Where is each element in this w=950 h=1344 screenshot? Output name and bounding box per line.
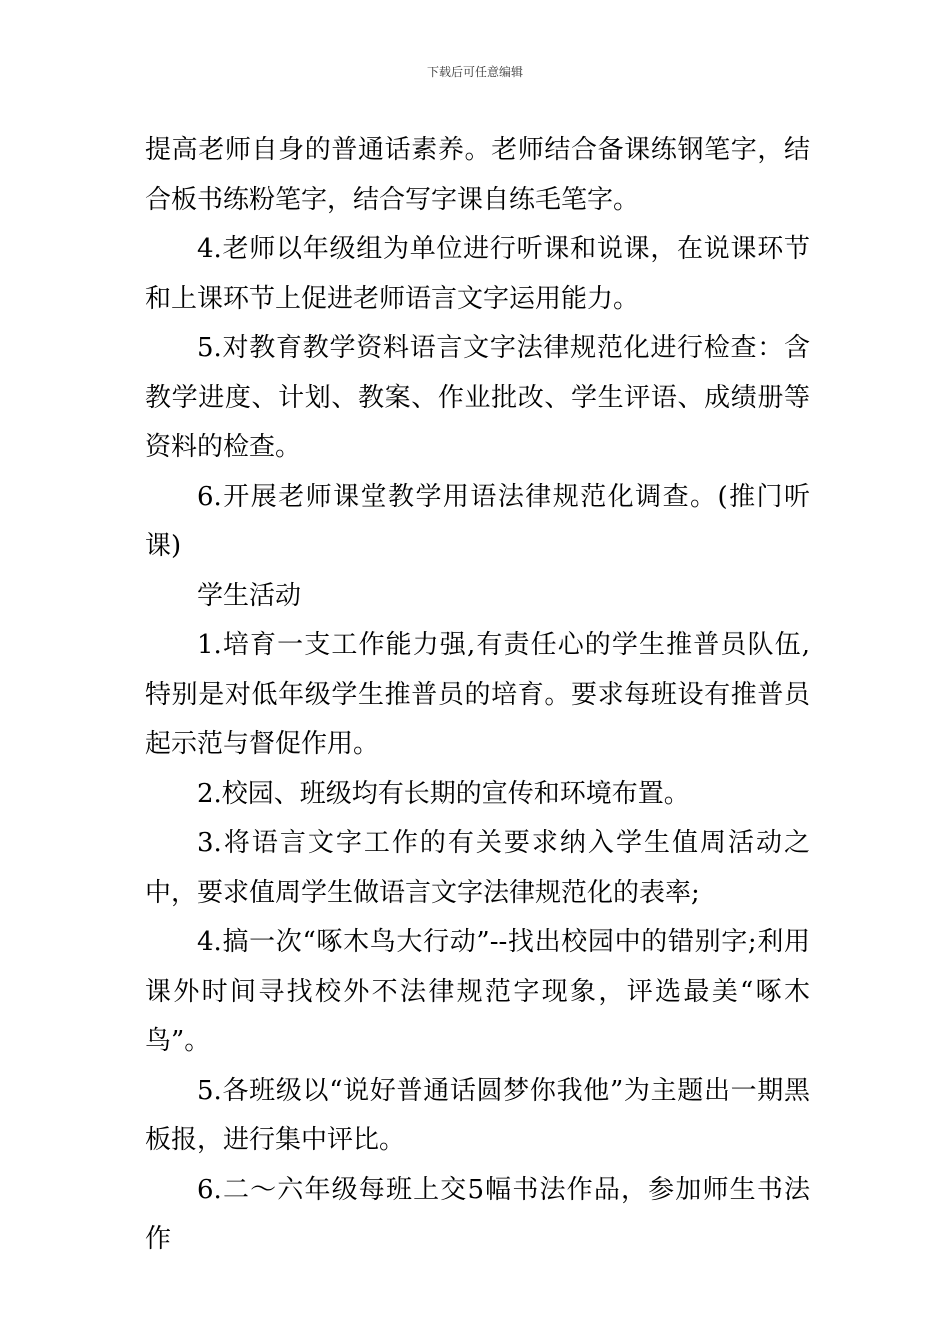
document-body [145,126,810,1265]
paragraph-7: 2.校园、班级均有长期的宣传和环境布置。 [197,778,690,809]
paragraph-1: 提高老师自身的普通话素养。老师结合备课练钢笔字，结合板书练粉笔字，结合写字课自练毛笔字。 [145,135,810,215]
paragraph-3: 5.对教育教学资料语言文字法律规范化进行检查：含教学进度、计划、教案、作业批改、学生评语、成绩册等资料的检查。 [145,333,810,462]
section-heading-student-activities: 学生活动 [197,580,302,611]
paragraph-4: 6.开展老师课堂教学用语法律规范化调查。(推门听课) [145,481,810,561]
paragraph-6: 1.培育一支工作能力强,有责任心的学生推普员队伍,特别是对低年级学生推普员的培育。要求每班设有推普员起示范与督促作用。 [145,630,810,759]
paragraph-2: 4.老师以年级组为单位进行听课和说课，在说课环节和上课环节上促进老师语言文字运用能力。 [145,234,810,314]
page-header: 下载后可任意编辑 [426,65,523,79]
paragraph-9: 4.搞一次“啄木鸟大行动”--找出校园中的错别字;利用课外时间寻找校外不法律规范字现象，评选最美“啄木鸟”。 [145,927,810,1056]
paragraph-11: 6.二～六年级每班上交5幅书法作品，参加师生书法作 [145,1174,810,1254]
paragraph-8: 3.将语言文字工作的有关要求纳入学生值周活动之中，要求值周学生做语言文字法律规范化的表率; [145,828,810,908]
paragraph-10: 5.各班级以“说好普通话圆梦你我他”为主题出一期黑板报，进行集中评比。 [145,1075,810,1155]
